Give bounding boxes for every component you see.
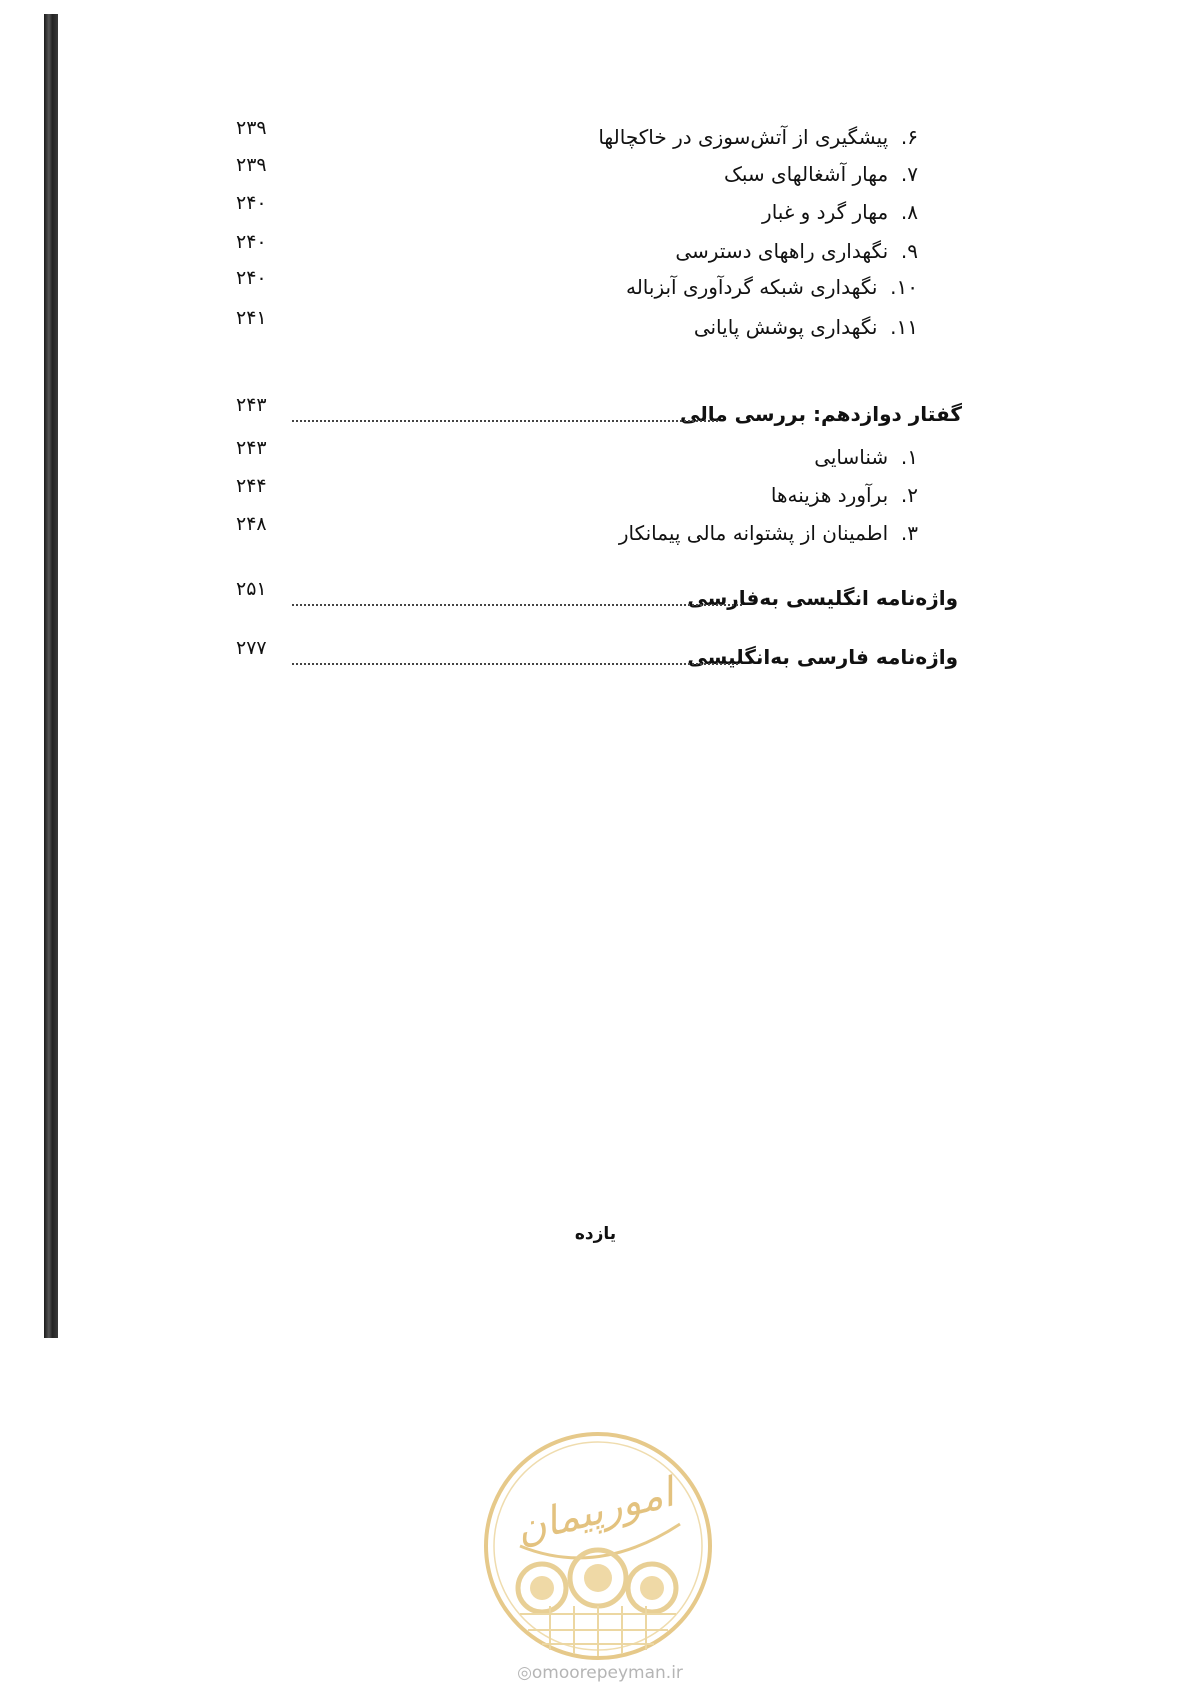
toc-entry	[236, 117, 956, 154]
toc-entry-label: ۶. پیشگیری از آتش‌سوزی در خاکچالها	[598, 125, 918, 149]
toc-entry	[236, 437, 956, 474]
toc-entry	[236, 307, 956, 344]
toc-entry	[236, 513, 956, 550]
toc-entry	[236, 267, 956, 304]
scan-edge	[44, 14, 58, 1338]
page-number-word: یازده	[574, 1224, 617, 1244]
toc-entry-label: ۲. برآورد هزینه‌ها	[770, 483, 918, 507]
seal-lettering: امورپیمان	[511, 1469, 679, 1554]
toc-entry	[236, 154, 956, 191]
toc-entry	[236, 192, 956, 229]
toc-entry	[236, 231, 956, 268]
toc-entry-page: ۲۴۴	[236, 475, 267, 497]
toc-entry-label: ۳. اطمینان از پشتوانه مالی پیمانکار	[618, 521, 918, 545]
toc-entry-page: ۲۴۸	[236, 513, 267, 535]
toc-chapter-heading	[236, 394, 962, 431]
chapter-title: گفتار دوازدهم: بررسی مالی	[680, 402, 962, 426]
toc-entry-label: ۱۱. نگهداری پوشش پایانی	[693, 315, 918, 339]
glossary-title: واژه‌نامه انگلیسی به‌فارسی	[687, 586, 958, 610]
toc-entry-page: ۲۳۹	[236, 117, 267, 139]
dot-leader	[292, 604, 742, 606]
toc-entry-page: ۲۴۰	[236, 267, 267, 289]
toc-entry-label: ۷. مهار آشغالهای سبک	[723, 162, 918, 186]
toc-entry-page: ۲۴۰	[236, 231, 267, 253]
toc-glossary-fa-en	[236, 637, 958, 674]
toc-entry-page: ۲۴۱	[236, 307, 267, 329]
toc-entry-label: ۱. شناسایی	[814, 445, 918, 469]
toc-entry-label: ۹. نگهداری راههای دسترسی	[675, 239, 918, 263]
chapter-page: ۲۴۳	[236, 394, 267, 416]
glossary-page: ۲۷۷	[236, 637, 267, 659]
toc-entry	[236, 475, 956, 512]
globe-icon: ◎	[517, 1663, 532, 1683]
toc-entry-page: ۲۴۰	[236, 192, 267, 214]
toc-entry-label: ۱۰. نگهداری شبکه گردآوری آبزباله	[625, 275, 918, 299]
watermark-seal	[480, 1428, 716, 1664]
toc-entry-page: ۲۳۹	[236, 154, 267, 176]
dot-leader	[292, 420, 718, 422]
toc-entry-label: ۸. مهار گرد و غبار	[762, 200, 918, 224]
dot-leader	[292, 663, 738, 665]
glossary-title: واژه‌نامه فارسی به‌انگلیسی	[687, 645, 958, 669]
watermark-site: ◎omoorepeyman.ir	[517, 1663, 683, 1683]
toc-entry-page: ۲۴۳	[236, 437, 267, 459]
toc-glossary-en-fa	[236, 578, 958, 615]
glossary-page: ۲۵۱	[236, 578, 267, 600]
